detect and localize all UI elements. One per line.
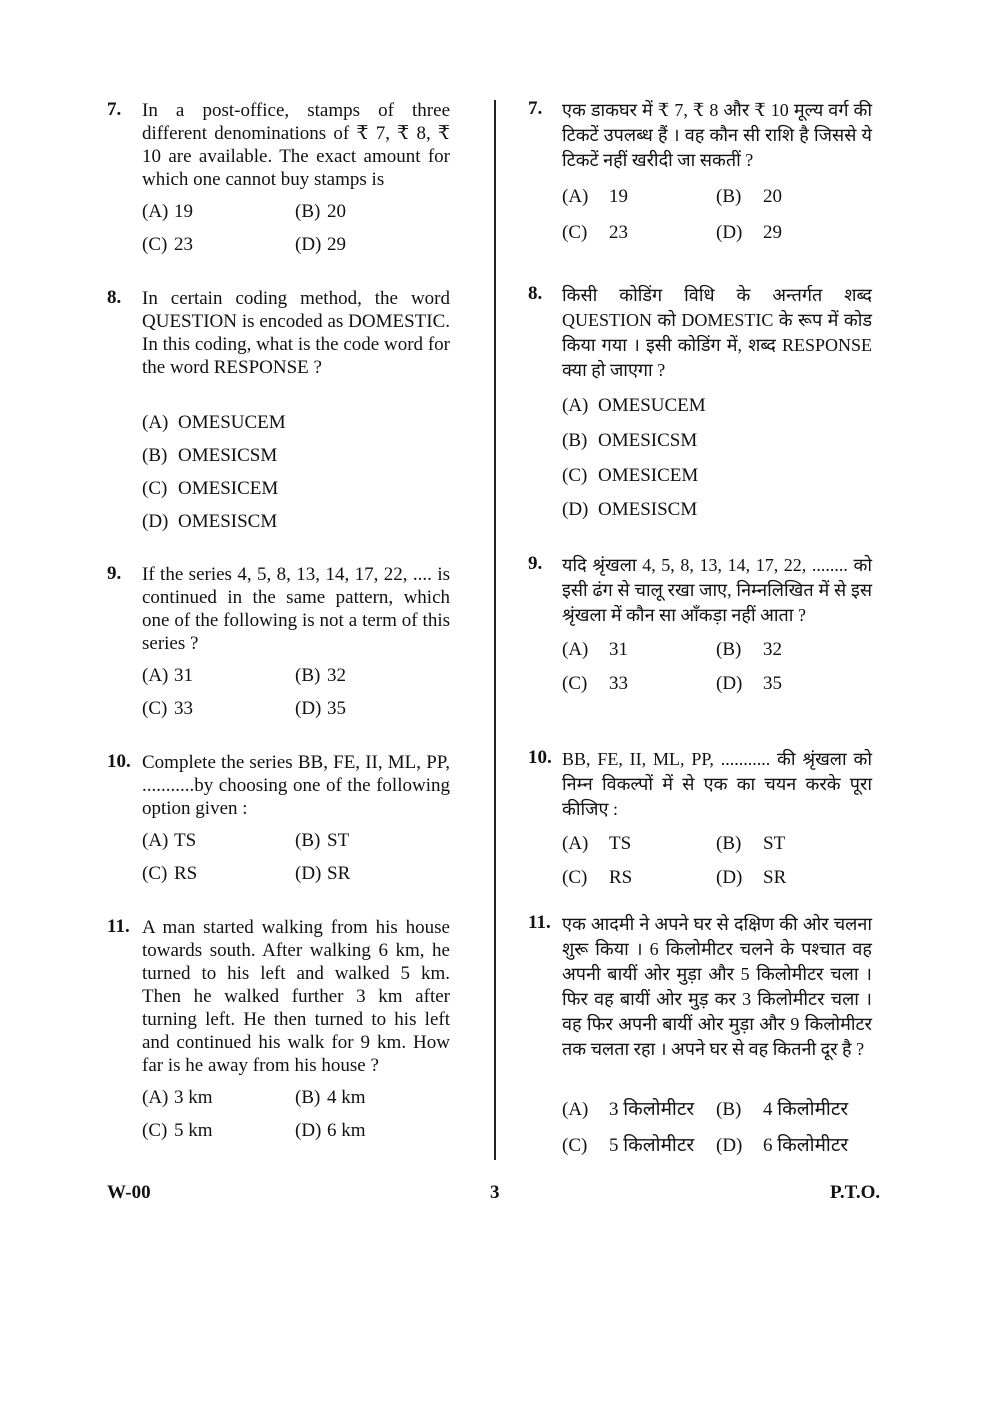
option-b: [295, 829, 350, 853]
option-label: (A): [562, 186, 589, 207]
option-value: 23: [609, 222, 628, 243]
option-label: (D): [295, 698, 322, 719]
option-label: (A): [562, 395, 589, 416]
option-value: RS: [174, 863, 198, 884]
question-text: In a post-office, stamps of three different denominations of ₹ 7, ₹ 8, ₹ 10 are available. The exact amount for which one cannot buy stamps is: [142, 100, 450, 190]
option-label: (C): [142, 863, 168, 884]
option-value: 23: [174, 234, 193, 255]
option-value: OMESISCM: [178, 511, 278, 532]
option-label: (A): [562, 833, 589, 854]
option-b: [716, 185, 782, 209]
option-value: 6 km: [327, 1120, 366, 1141]
pto-label: P.T.O.: [830, 1182, 881, 1203]
option-value: OMESUCEM: [598, 395, 706, 416]
option-value: OMESUCEM: [178, 412, 286, 433]
option-label: (B): [716, 833, 742, 854]
option-b: [295, 664, 346, 688]
option-d: [295, 862, 351, 886]
option-value: SR: [327, 863, 351, 884]
option-value: ST: [327, 830, 350, 851]
option-value: 3 किलोमीटर: [609, 1099, 695, 1120]
option-value: 31: [174, 665, 193, 686]
option-a: [562, 832, 632, 856]
question-text: BB, FE, II, ML, PP, ........... की श्रृंखला को निम्न विकल्पों में से एक का चयन करके पूरा कीजिए :: [562, 749, 872, 819]
option-value: 33: [174, 698, 193, 719]
option-a: [142, 1086, 213, 1110]
option-label: (B): [716, 639, 742, 660]
option-a: [142, 200, 193, 224]
option-c: [562, 221, 628, 245]
option-b: [142, 444, 278, 468]
paper-code: W-00: [107, 1182, 151, 1203]
option-b: [716, 832, 786, 856]
option-label: (B): [295, 830, 321, 851]
option-a: [142, 411, 286, 435]
option-label: (B): [716, 186, 742, 207]
option-label: (C): [142, 234, 168, 255]
option-value: 5 किलोमीटर: [609, 1135, 695, 1156]
question-number: 9.: [107, 563, 122, 584]
option-a: [142, 664, 193, 688]
option-a: [142, 829, 197, 853]
option-label: (A): [142, 830, 169, 851]
option-d: [295, 1119, 366, 1143]
option-d: [716, 866, 787, 890]
option-b: [562, 429, 698, 453]
option-label: (B): [562, 430, 588, 451]
option-label: (A): [562, 1099, 589, 1120]
option-label: (D): [295, 863, 322, 884]
option-d: [142, 510, 278, 534]
option-b: [716, 638, 782, 662]
option-b: [716, 1098, 849, 1122]
option-label: (D): [716, 222, 743, 243]
option-label: (B): [142, 445, 168, 466]
option-label: (D): [562, 499, 589, 520]
option-c: [142, 233, 193, 257]
question-number: 10.: [528, 747, 552, 768]
option-value: 35: [327, 698, 346, 719]
option-label: (A): [562, 639, 589, 660]
option-value: 19: [609, 186, 628, 207]
option-label: (A): [142, 201, 169, 222]
option-label: (C): [562, 222, 588, 243]
option-value: 5 km: [174, 1120, 213, 1141]
option-value: 32: [763, 639, 782, 660]
option-label: (B): [295, 1087, 321, 1108]
option-value: 33: [609, 673, 628, 694]
option-label: (C): [562, 465, 588, 486]
option-c: [142, 697, 193, 721]
question-number: 11.: [528, 912, 551, 933]
question-number: 7.: [528, 98, 543, 119]
option-d: [716, 1134, 849, 1158]
option-value: 6 किलोमीटर: [763, 1135, 849, 1156]
option-label: (D): [716, 867, 743, 888]
option-value: 20: [327, 201, 346, 222]
option-d: [716, 221, 782, 245]
option-value: 35: [763, 673, 782, 694]
option-label: (B): [716, 1099, 742, 1120]
option-value: 4 km: [327, 1087, 366, 1108]
option-a: [562, 638, 628, 662]
option-value: 31: [609, 639, 628, 660]
question-text: एक आदमी ने अपने घर से दक्षिण की ओर चलना शुरू किया । 6 किलोमीटर चलने के पश्चात वह अपनी बायीं ओर मुड़ा और 5 किलोमीटर चला । फिर वह बायीं ओर मुड़ कर 3 किलोमीटर चला । वह फिर अपनी बायीं ओर मुड़ा और 9 किलोमीटर तक चलता रहा । अपने घर से वह कितनी दूर है ?: [562, 914, 872, 1059]
option-value: RS: [609, 867, 633, 888]
question-number: 9.: [528, 553, 543, 574]
option-label: (D): [295, 234, 322, 255]
question-text: In certain coding method, the word QUESTION is encoded as DOMESTIC. In this coding, what is the code word for the word RESPONSE ?: [142, 288, 450, 378]
option-value: 20: [763, 186, 782, 207]
question-text: यदि श्रृंखला 4, 5, 8, 13, 14, 17, 22, ........ को इसी ढंग से चालू रखा जाए, निम्नलिखित में से इस श्रृंखला में कौन सा आँकड़ा नहीं आता ?: [562, 555, 872, 625]
option-value: 32: [327, 665, 346, 686]
question-number: 8.: [107, 287, 122, 308]
option-c: [142, 862, 198, 886]
option-label: (C): [562, 673, 588, 694]
option-label: (C): [142, 478, 168, 499]
question-text: If the series 4, 5, 8, 13, 14, 17, 22, .... is continued in the same pattern, which one of the following is not a term of this series ?: [142, 564, 450, 654]
option-b: [295, 1086, 366, 1110]
option-label: (A): [142, 665, 169, 686]
option-value: 4 किलोमीटर: [763, 1099, 849, 1120]
option-value: OMESISCM: [598, 499, 698, 520]
question-text: एक डाकघर में ₹ 7, ₹ 8 और ₹ 10 मूल्य वर्ग की टिकटें उपलब्ध हैं । वह कौन सी राशि है जिससे ये टिकटें नहीं खरीदी जा सकतीं ?: [562, 100, 872, 170]
option-value: TS: [174, 830, 197, 851]
question-text: किसी कोडिंग विधि के अन्तर्गत शब्द QUESTION को DOMESTIC के रूप में कोड किया गया । इसी कोडिंग में, शब्द RESPONSE क्या हो जाएगा ?: [562, 285, 872, 380]
option-a: [562, 185, 628, 209]
option-value: OMESICSM: [178, 445, 278, 466]
option-c: [562, 1134, 695, 1158]
option-value: ST: [763, 833, 786, 854]
option-value: SR: [763, 867, 787, 888]
option-c: [562, 464, 699, 488]
option-value: 3 km: [174, 1087, 213, 1108]
option-label: (D): [142, 511, 169, 532]
option-c: [142, 477, 279, 501]
option-label: (D): [716, 673, 743, 694]
option-label: (A): [142, 1087, 169, 1108]
page-number: 3: [490, 1182, 500, 1203]
option-label: (C): [562, 1135, 588, 1156]
question-text: Complete the series BB, FE, II, ML, PP, ...........by choosing one of the following option given :: [142, 752, 450, 819]
option-label: (C): [562, 867, 588, 888]
question-text: A man started walking from his house towards south. After walking 6 km, he turned to his left and walked 5 km. Then he walked further 3 km after turning left. He then turned to his left and continued his walk for 9 km. How far is he away from his house ?: [142, 917, 450, 1076]
question-number: 7.: [107, 99, 122, 120]
option-label: (D): [295, 1120, 322, 1141]
option-c: [562, 672, 628, 696]
option-a: [562, 1098, 695, 1122]
option-value: OMESICEM: [178, 478, 279, 499]
option-value: 29: [763, 222, 782, 243]
option-d: [562, 498, 698, 522]
question-number: 8.: [528, 283, 543, 304]
question-number: 11.: [107, 916, 130, 937]
option-d: [295, 697, 346, 721]
option-label: (D): [716, 1135, 743, 1156]
option-value: OMESICSM: [598, 430, 698, 451]
option-a: [562, 394, 706, 418]
question-number: 10.: [107, 751, 131, 772]
option-label: (A): [142, 412, 169, 433]
option-b: [295, 200, 346, 224]
option-d: [295, 233, 346, 257]
option-value: TS: [609, 833, 632, 854]
option-c: [142, 1119, 213, 1143]
option-d: [716, 672, 782, 696]
option-label: (B): [295, 201, 321, 222]
option-value: 29: [327, 234, 346, 255]
option-value: OMESICEM: [598, 465, 699, 486]
option-label: (C): [142, 1120, 168, 1141]
option-label: (B): [295, 665, 321, 686]
column-divider: [494, 100, 496, 1160]
option-label: (C): [142, 698, 168, 719]
option-c: [562, 866, 633, 890]
option-value: 19: [174, 201, 193, 222]
